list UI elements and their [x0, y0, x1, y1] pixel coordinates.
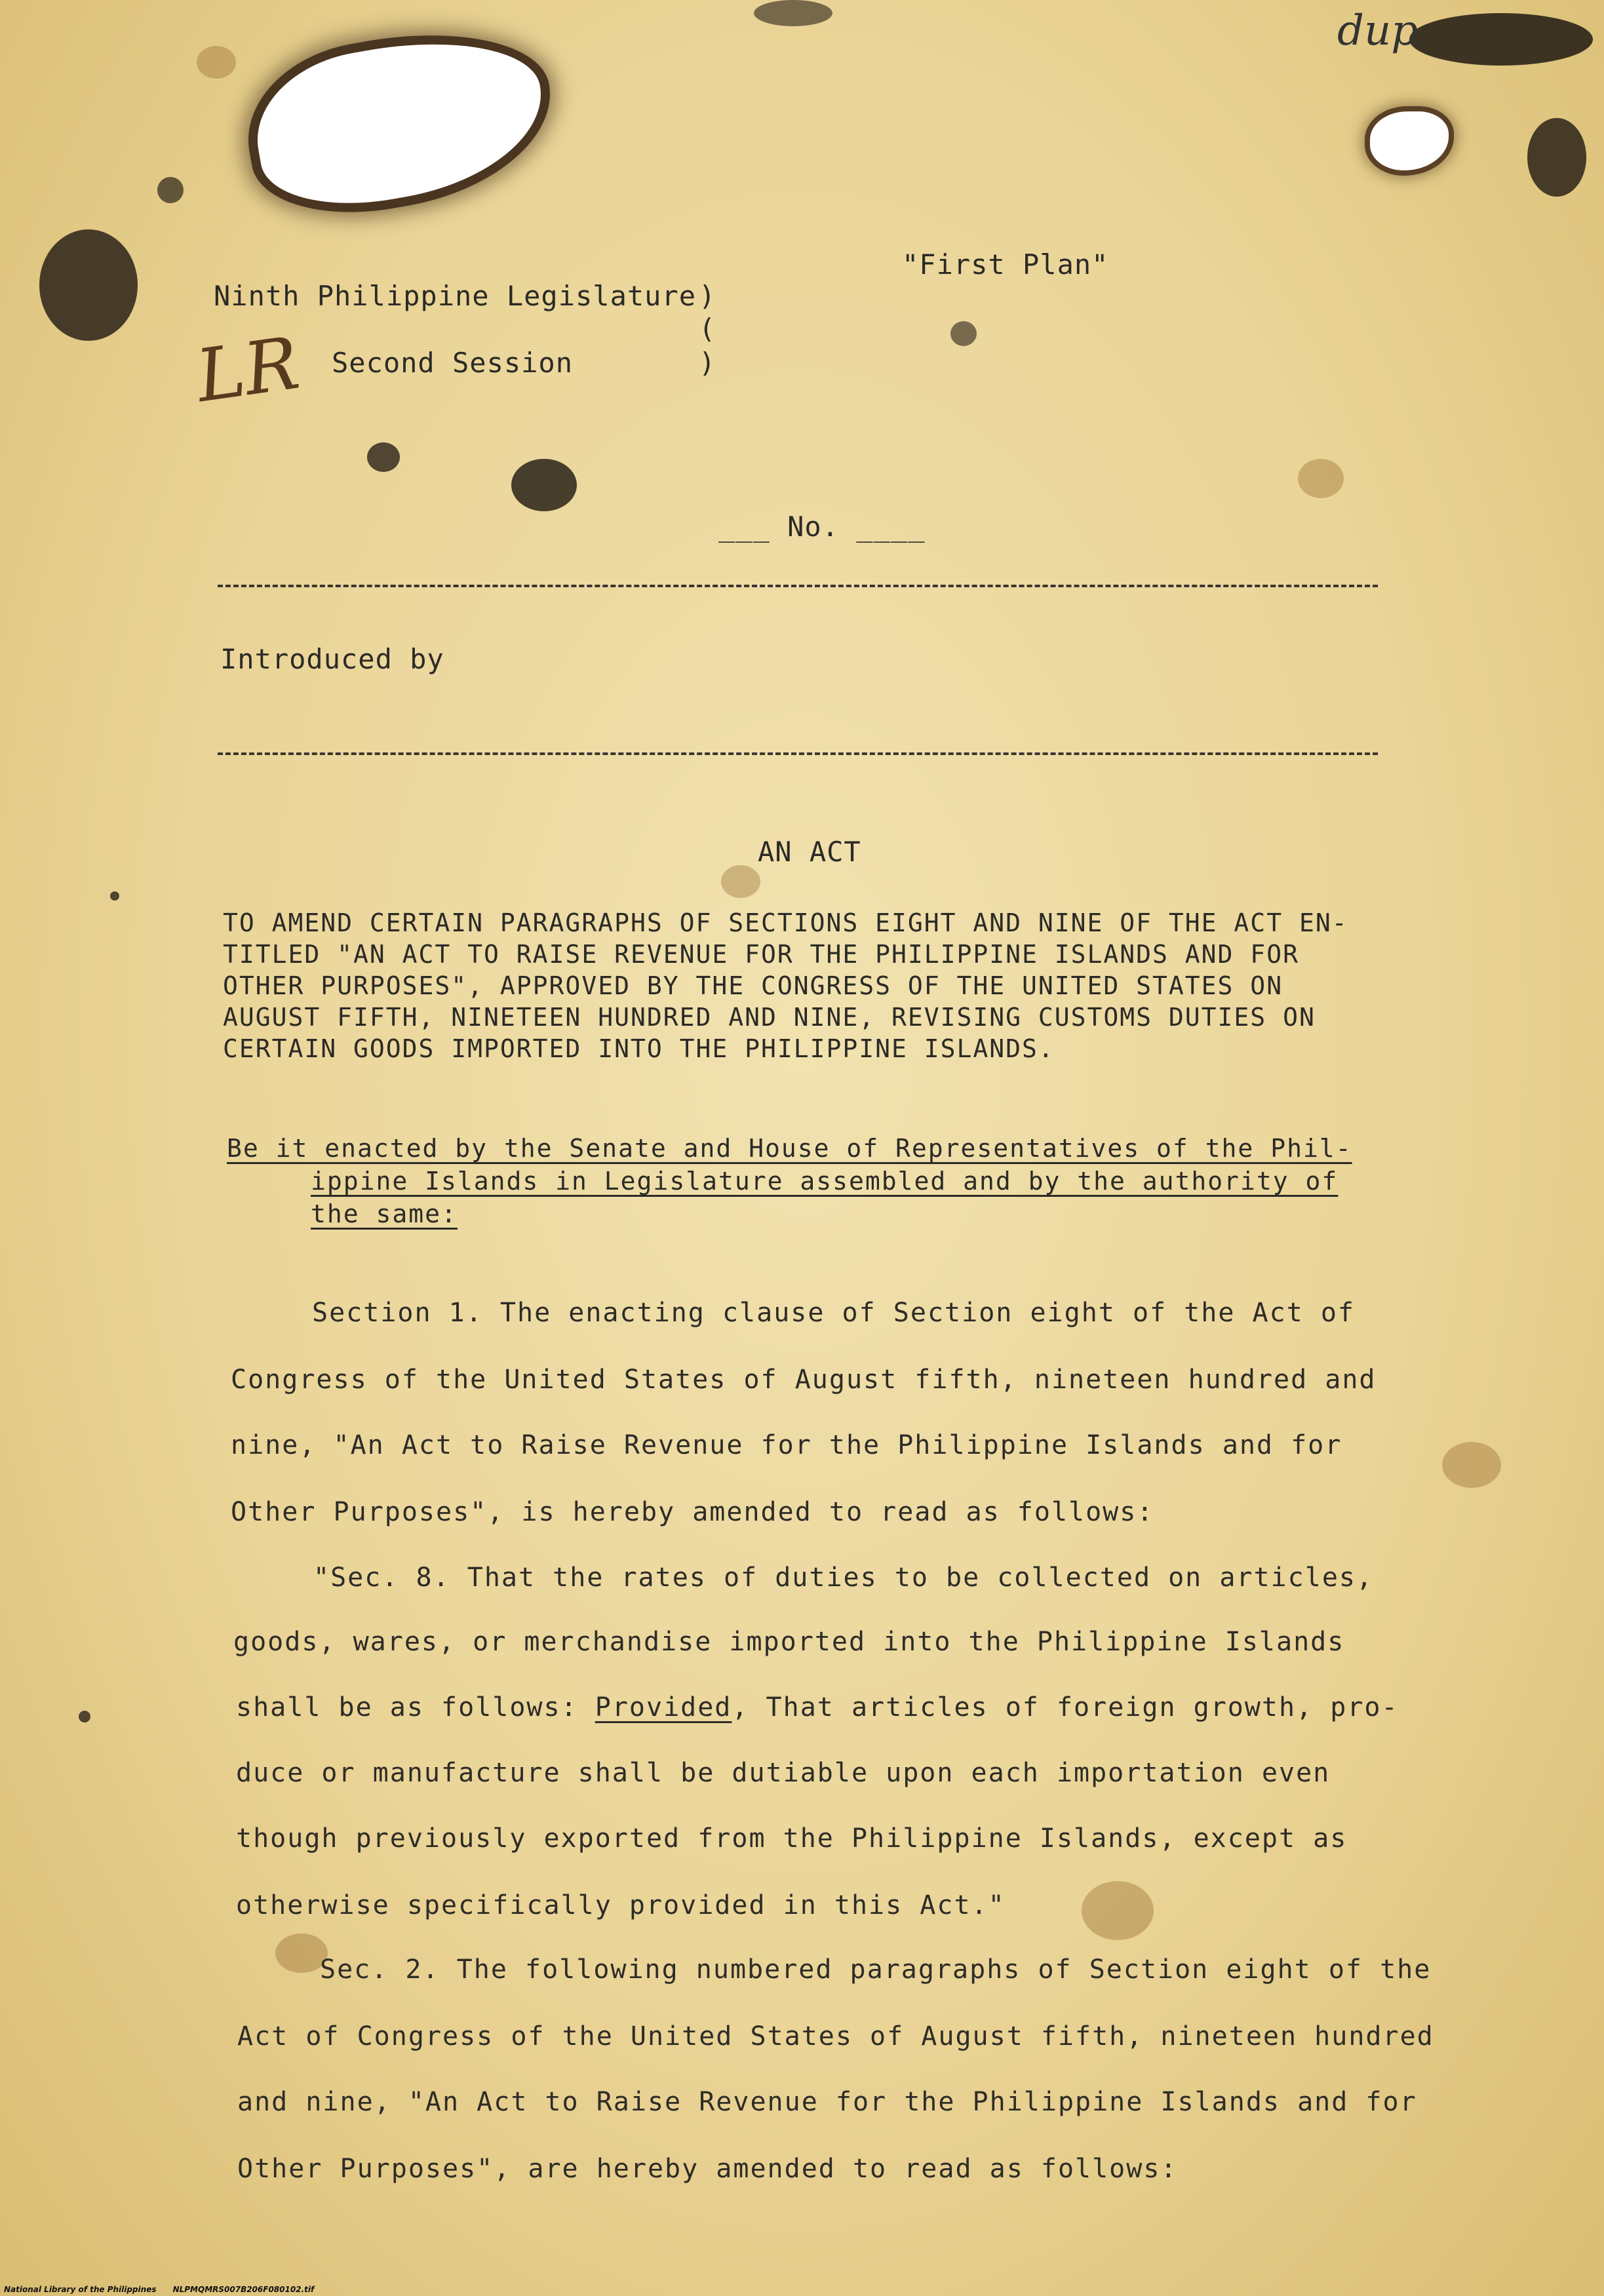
act-title-line: CERTAIN GOODS IMPORTED INTO THE PHILIPPINE ISLANDS.: [223, 1034, 1055, 1063]
burn-hole: [245, 22, 555, 221]
handwritten-margin-mark: LR: [191, 321, 305, 419]
ink-dot: [79, 1711, 90, 1722]
ink-stain: [39, 229, 138, 341]
section-1-line: Section 1. The enacting clause of Section eight of the Act of: [312, 1298, 1356, 1328]
ink-dot: [110, 891, 119, 901]
section-1-line: Other Purposes", is hereby amended to read as follows:: [231, 1497, 1154, 1527]
section-2-line: Sec. 2. The following numbered paragraphs of Section eight of the: [320, 1955, 1432, 1985]
ink-stain: [511, 459, 577, 511]
section-2-line: Act of Congress of the United States of August fifth, nineteen hundred: [237, 2021, 1434, 2052]
section-1-line: nine, "An Act to Raise Revenue for the Philippine Islands and for: [231, 1430, 1342, 1460]
section-1-line: Congress of the United States of August fifth, nineteen hundred and: [231, 1365, 1377, 1395]
sec-8-line: otherwise specifically provided in this Act.": [236, 1890, 1006, 1920]
enacting-clause-line: ippine Islands in Legislature assembled and by the authority of: [311, 1167, 1339, 1196]
dashed-divider: [218, 752, 1378, 755]
handwritten-note: dup: [1337, 7, 1418, 55]
sec-8-text: , That articles of foreign growth, pro-: [732, 1692, 1399, 1722]
provided-keyword: Provided: [595, 1692, 732, 1722]
bracket: ): [699, 280, 716, 312]
enacting-clause-line: Be it enacted by the Senate and House of Representatives of the Phil-: [227, 1134, 1352, 1163]
ink-stain: [157, 177, 184, 203]
section-2-line: Other Purposes", are hereby amended to read as follows:: [237, 2154, 1178, 2184]
introduced-by-label: Introduced by: [220, 643, 444, 675]
library-credit: National Library of the Philippines: [4, 2285, 157, 2294]
bill-number: ___ No. ____: [718, 511, 926, 543]
act-title-line: AUGUST FIFTH, NINETEEN HUNDRED AND NINE, REVISING CUSTOMS DUTIES ON: [223, 1003, 1316, 1032]
sec-8-line: "Sec. 8. That the rates of duties to be collected on articles,: [313, 1563, 1374, 1593]
act-title-line: TO AMEND CERTAIN PARAGRAPHS OF SECTIONS EIGHT AND NINE OF THE ACT EN-: [223, 908, 1348, 937]
file-identifier: NLPMQMRS007B206F080102.tif: [172, 2285, 315, 2294]
session-name: Second Session: [332, 347, 574, 379]
bracket: ): [699, 347, 716, 379]
act-heading: AN ACT: [758, 836, 861, 868]
foxing-spot: [1082, 1881, 1154, 1940]
act-title-line: TITLED "AN ACT TO RAISE REVENUE FOR THE PHILIPPINE ISLANDS AND FOR: [223, 940, 1299, 969]
foxing-spot: [1442, 1442, 1501, 1488]
sec-8-line: though previously exported from the Philippine Islands, except as: [236, 1823, 1348, 1854]
plan-label: "First Plan": [902, 248, 1109, 281]
foxing-spot: [1298, 459, 1344, 498]
burn-hole-small: [1370, 111, 1449, 170]
legislature-name: Ninth Philippine Legislature: [214, 280, 697, 312]
foxing-spot: [721, 865, 760, 898]
sec-8-line: duce or manufacture shall be dutiable upon each importation even: [236, 1758, 1331, 1788]
ink-stain: [1527, 118, 1586, 197]
ink-stain: [367, 442, 400, 472]
sec-8-line: goods, wares, or merchandise imported into the Philippine Islands: [233, 1627, 1345, 1657]
scan-footer: [4, 2285, 314, 2294]
ink-stain: [950, 321, 977, 346]
ink-stain: [1409, 13, 1593, 66]
section-2-line: and nine, "An Act to Raise Revenue for the Philippine Islands and for: [237, 2087, 1417, 2117]
bracket: (: [699, 313, 716, 345]
ink-stain: [754, 0, 832, 26]
sec-8-line: [236, 1692, 1399, 1722]
act-title-line: OTHER PURPOSES", APPROVED BY THE CONGRESS OF THE UNITED STATES ON: [223, 971, 1283, 1000]
sec-8-text: shall be as follows:: [236, 1692, 595, 1722]
foxing-spot: [197, 46, 236, 79]
enacting-clause-line: the same:: [311, 1199, 458, 1228]
dashed-divider: [218, 585, 1378, 587]
